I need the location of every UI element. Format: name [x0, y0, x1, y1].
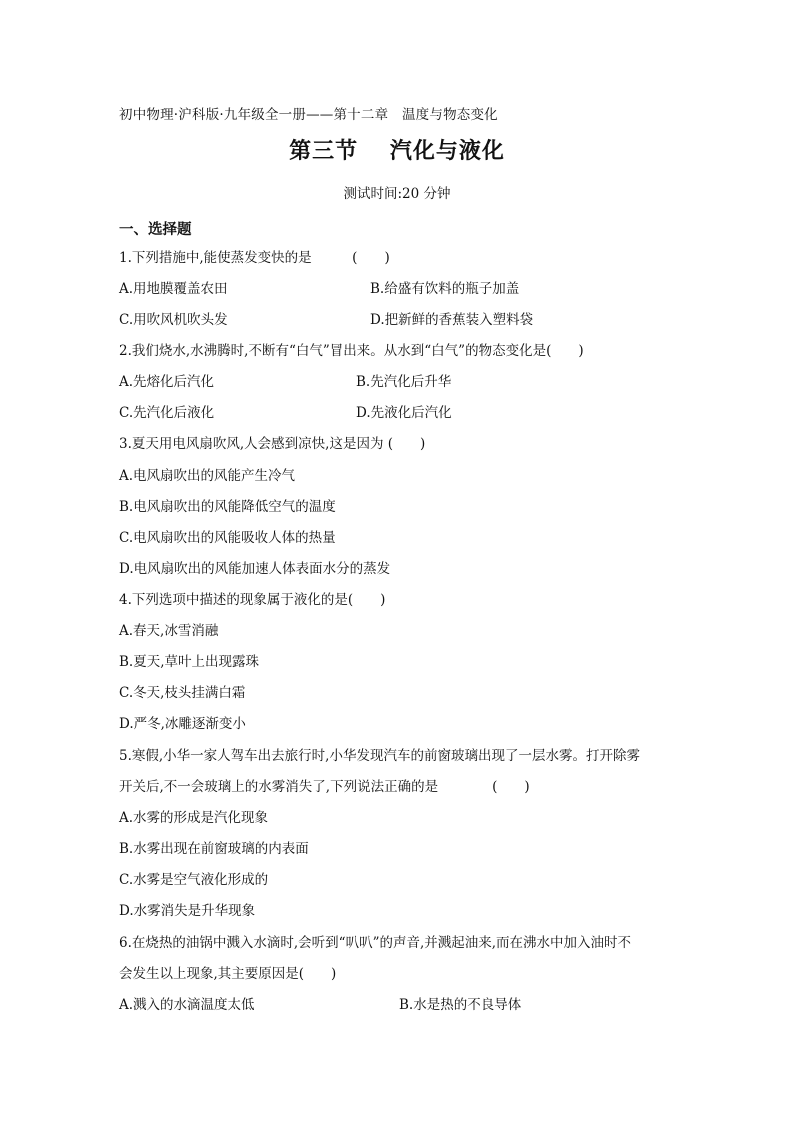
question-6-option-a: A.溅入的水滴温度太低 [119, 997, 255, 1013]
question-1-option-d: D.把新鲜的香蕉装入塑料袋 [370, 312, 534, 328]
question-2-option-d: D.先液化后汽化 [356, 405, 452, 421]
question-1-option-c: C.用吹风机吹头发 [119, 312, 228, 328]
question-5-stem-line-1: 5.寒假,小华一家人驾车出去旅行时,小华发现汽车的前窗玻璃出现了一层水雾。打开除雾 [119, 748, 640, 764]
question-2-option-b: B.先汽化后升华 [356, 374, 452, 390]
question-4-stem: 4.下列选项中描述的现象属于液化的是( ) [119, 592, 386, 608]
question-1-stem: 1.下列措施中,能使蒸发变快的是 ( ) [119, 250, 390, 266]
question-2-option-a: A.先熔化后汽化 [119, 374, 215, 390]
page-title: 第三节 汽化与液化 [289, 139, 505, 164]
question-1-option-a: A.用地膜覆盖农田 [119, 281, 228, 297]
question-5-stem-line-2: 开关后,不一会玻璃上的水雾消失了,下列说法正确的是 ( ) [119, 779, 530, 795]
question-3-option-c: C.电风扇吹出的风能吸收人体的热量 [119, 530, 336, 546]
question-6-stem-line-1: 6.在烧热的油锅中溅入水滴时,会听到“叭叭”的声音,并溅起油来,而在沸水中加入油时不 [119, 935, 632, 951]
question-1-option-b: B.给盛有饮料的瓶子加盖 [370, 281, 520, 297]
test-time: 测试时间:20 分钟 [343, 186, 451, 202]
question-2-stem: 2.我们烧水,水沸腾时,不断有“白气”冒出来。从水到“白气”的物态变化是( ) [119, 343, 584, 359]
question-5-option-c: C.水雾是空气液化形成的 [119, 872, 269, 888]
question-6-option-b: B.水是热的不良导体 [399, 997, 522, 1013]
question-3-option-d: D.电风扇吹出的风能加速人体表面水分的蒸发 [119, 561, 391, 577]
question-3-option-a: A.电风扇吹出的风能产生冷气 [119, 468, 296, 484]
question-5-option-b: B.水雾出现在前窗玻璃的内表面 [119, 841, 309, 857]
question-4-option-d: D.严冬,冰雕逐渐变小 [119, 716, 246, 732]
question-2-option-c: C.先汽化后液化 [119, 405, 215, 421]
question-5-option-d: D.水雾消失是升华现象 [119, 903, 256, 919]
section-title: 一、选择题 [119, 222, 192, 238]
question-4-option-c: C.冬天,枝头挂满白霜 [119, 685, 246, 701]
question-5-option-a: A.水雾的形成是汽化现象 [119, 810, 269, 826]
breadcrumb: 初中物理·沪科版·九年级全一册——第十二章 温度与物态变化 [119, 107, 498, 123]
question-4-option-a: A.春天,冰雪消融 [119, 623, 219, 639]
question-4-option-b: B.夏天,草叶上出现露珠 [119, 654, 260, 670]
question-3-option-b: B.电风扇吹出的风能降低空气的温度 [119, 499, 336, 515]
question-3-stem: 3.夏天用电风扇吹风,人会感到凉快,这是因为 ( ) [119, 436, 426, 452]
question-6-stem-line-2: 会发生以上现象,其主要原因是( ) [119, 966, 337, 982]
